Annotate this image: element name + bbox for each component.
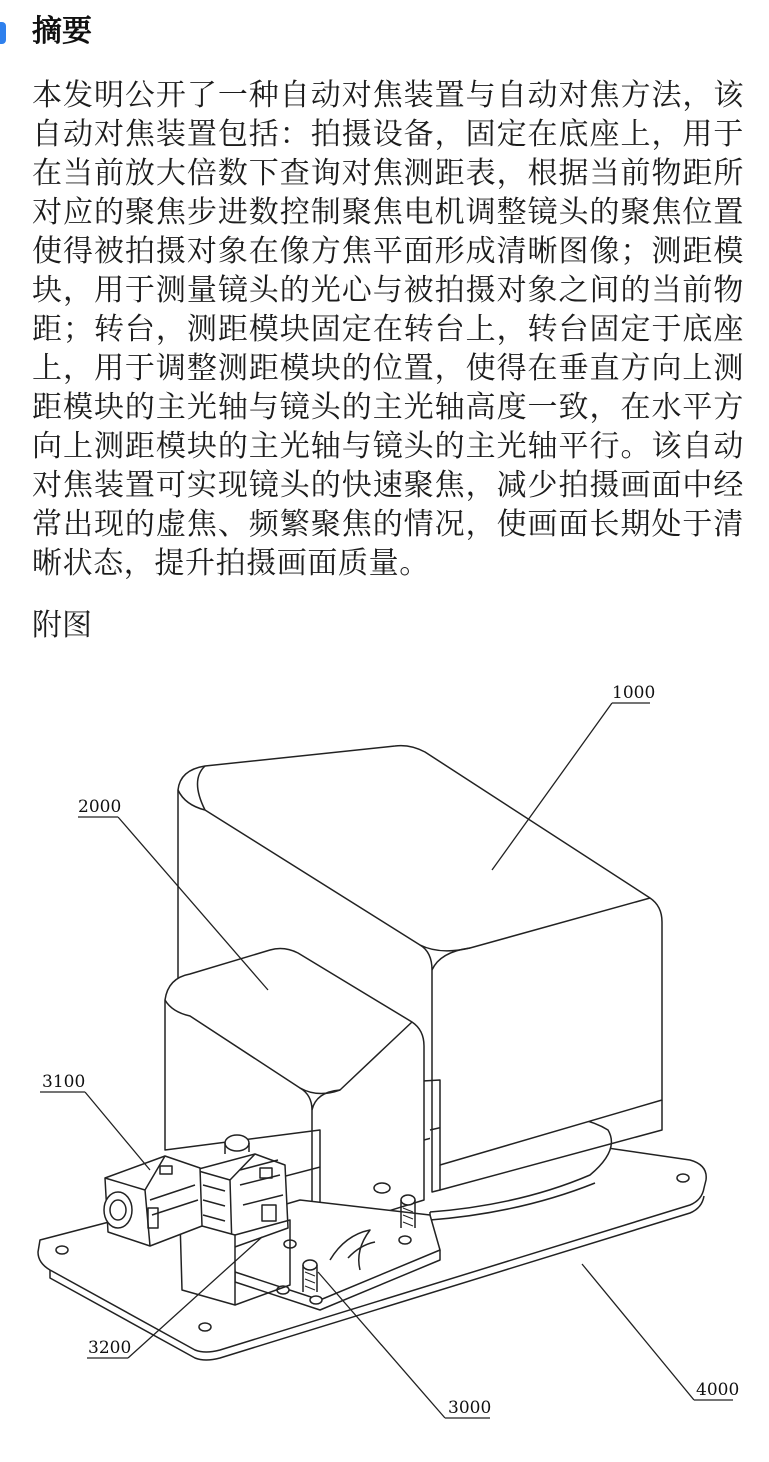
ref-3000: 3000	[448, 1398, 492, 1418]
ref-3100: 3100	[42, 1072, 86, 1092]
section-accent-bar	[0, 22, 6, 44]
figure-label: 附图	[32, 608, 92, 643]
patent-drawing	[0, 660, 769, 1460]
ref-1000: 1000	[612, 683, 656, 703]
section-title: 摘要	[32, 14, 92, 49]
ref-3200: 3200	[88, 1338, 132, 1358]
ref-2000: 2000	[78, 797, 122, 817]
abstract-text: 本发明公开了一种自动对焦装置与自动对焦方法，该自动对焦装置包括：拍摄设备，固定在底座上，用于在当前放大倍数下查询对焦测距表，根据当前物距所对应的聚焦步进数控制聚焦电机调整镜头的聚焦位置使得被拍摄对象在像方焦平面形成清晰图像；测距模块，用于测量镜头的光心与被拍摄对象之间的当前物距；转台，测距模块固定在转台上，转台固定于底座上，用于调整测距模块的位置，使得在垂直方向上测距模块的主光轴与镜头的主光轴高度一致，在水平方向上测距模块的主光轴与镜头的主光轴平行。该自动对焦装置可实现镜头的快速聚焦，减少拍摄画面中经常出现的虚焦、频繁聚焦的情况，使画面长期处于清晰状态，提升拍摄画面质量。	[32, 78, 744, 581]
ref-4000: 4000	[696, 1380, 740, 1400]
